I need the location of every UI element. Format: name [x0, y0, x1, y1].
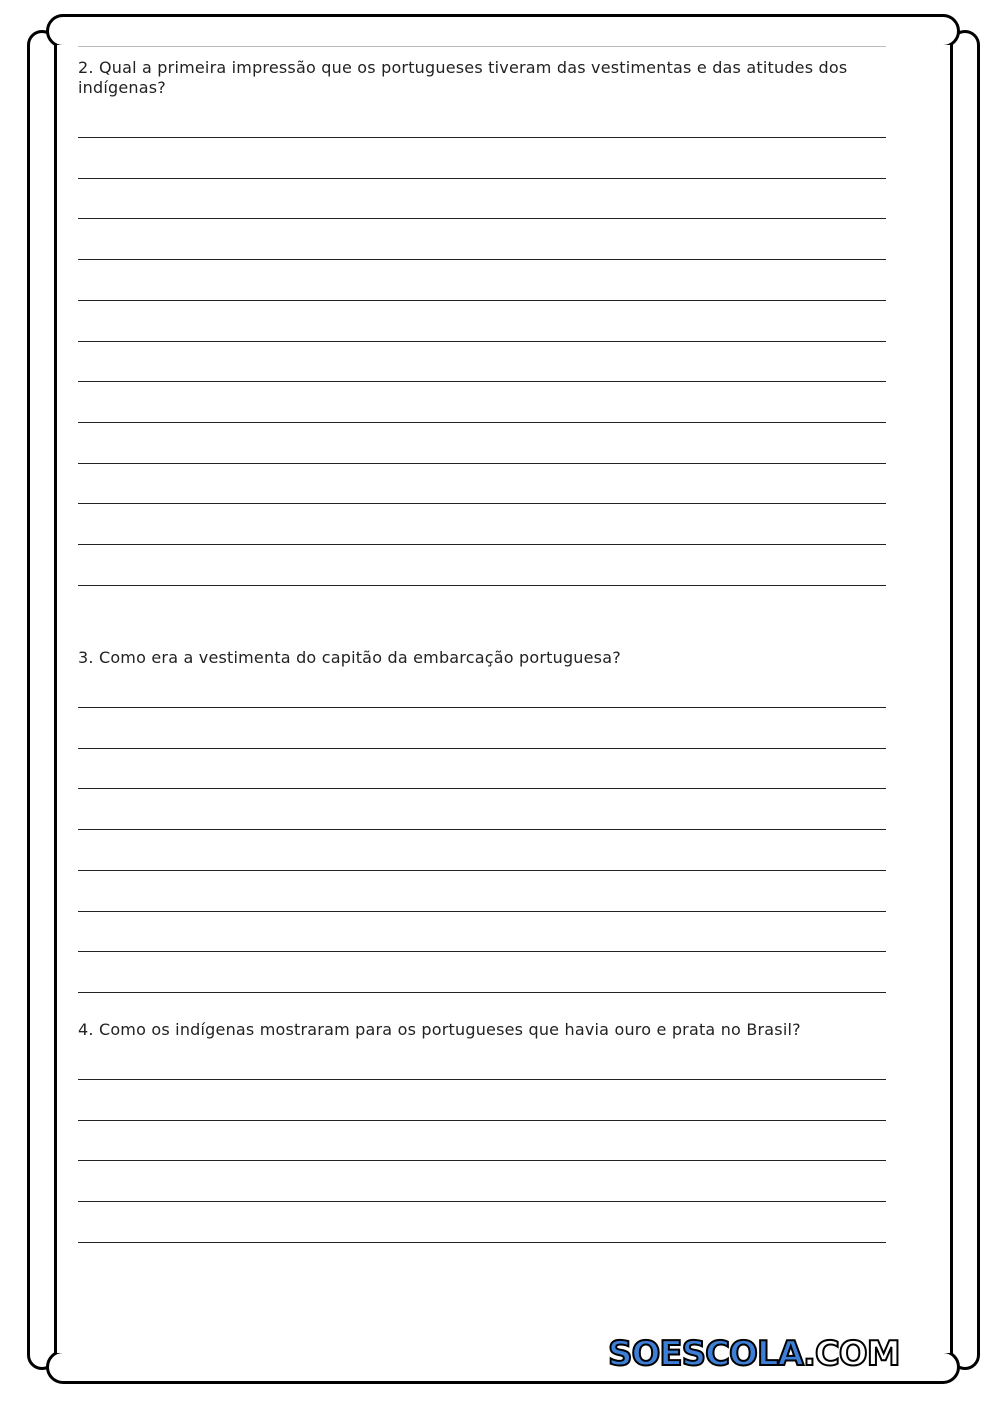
answer-line[interactable]: [78, 748, 886, 749]
answer-line[interactable]: [78, 707, 886, 708]
answer-line[interactable]: [78, 992, 886, 993]
soescola-logo: [604, 1334, 904, 1374]
answer-line[interactable]: [78, 1079, 886, 1080]
question-4-text: 4. Como os indígenas mostraram para os portugueses que havia ouro e prata no Brasil?: [78, 1020, 801, 1039]
answer-line[interactable]: [78, 463, 886, 464]
page-top-rule: [78, 46, 886, 47]
answer-line[interactable]: [78, 951, 886, 952]
logo-tld-text: .COM: [802, 1334, 900, 1374]
question-3-text: 3. Como era a vestimenta do capitão da embarcação portuguesa?: [78, 648, 621, 667]
answer-line[interactable]: [78, 1160, 886, 1161]
answer-line[interactable]: [78, 1201, 886, 1202]
answer-line[interactable]: [78, 259, 886, 260]
answer-line[interactable]: [78, 503, 886, 504]
frame-left-roll: [27, 30, 57, 1370]
answer-line[interactable]: [78, 788, 886, 789]
answer-line[interactable]: [78, 422, 886, 423]
answer-line[interactable]: [78, 341, 886, 342]
worksheet-page: [54, 45, 953, 1353]
answer-line[interactable]: [78, 1242, 886, 1243]
answer-line[interactable]: [78, 911, 886, 912]
answer-line[interactable]: [78, 829, 886, 830]
answer-line[interactable]: [78, 300, 886, 301]
question-2-text: 2. Qual a primeira impressão que os portugueses tiveram das vestimentas e das atitudes dos indígenas?: [78, 58, 848, 97]
answer-line[interactable]: [78, 1120, 886, 1121]
answer-line[interactable]: [78, 870, 886, 871]
frame-right-roll: [950, 30, 980, 1370]
logo-main-text: SOESCOLA: [608, 1334, 803, 1374]
answer-line[interactable]: [78, 178, 886, 179]
answer-line[interactable]: [78, 381, 886, 382]
answer-line[interactable]: [78, 137, 886, 138]
answer-line[interactable]: [78, 585, 886, 586]
answer-line[interactable]: [78, 218, 886, 219]
answer-line[interactable]: [78, 544, 886, 545]
frame-top-roll: [46, 14, 960, 48]
